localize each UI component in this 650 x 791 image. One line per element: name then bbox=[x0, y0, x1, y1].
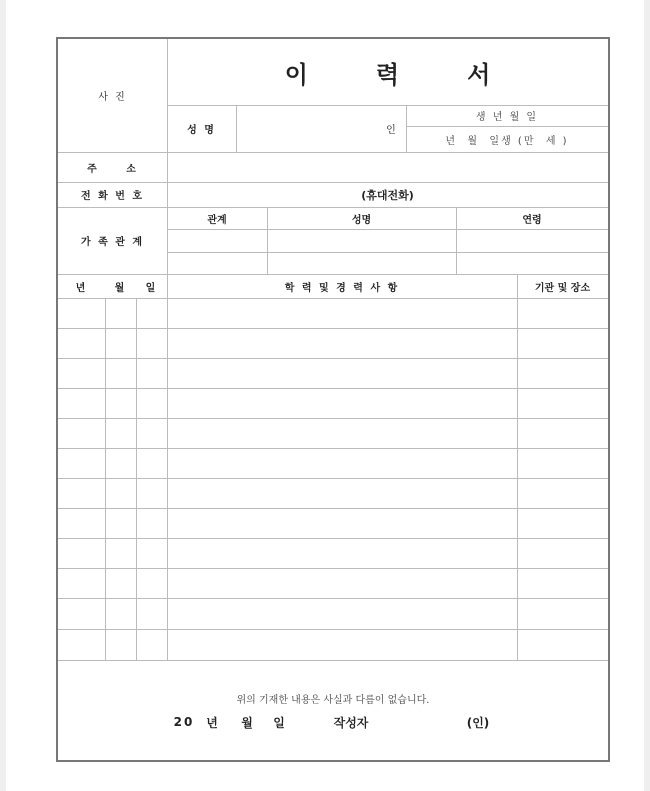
history-detail-input[interactable] bbox=[167, 538, 517, 568]
history-day-input[interactable] bbox=[136, 328, 167, 358]
history-place-input[interactable] bbox=[517, 508, 608, 538]
history-day-input[interactable] bbox=[136, 598, 167, 629]
history-place-input[interactable] bbox=[517, 568, 608, 598]
history-detail-input[interactable] bbox=[167, 598, 517, 629]
title-char: 이 bbox=[284, 60, 308, 89]
history-year-input[interactable] bbox=[58, 418, 105, 448]
history-detail-input[interactable] bbox=[167, 298, 517, 328]
family-header-relation: 관계 bbox=[207, 214, 227, 226]
divider bbox=[406, 126, 608, 127]
history-month-input[interactable] bbox=[105, 418, 136, 448]
birth-input[interactable]: 년 월 일생 (만 세 ) bbox=[445, 135, 569, 147]
sign-year: 20 bbox=[173, 715, 195, 729]
history-year-input[interactable] bbox=[58, 298, 105, 328]
family-relation-input[interactable] bbox=[167, 229, 267, 251]
history-day-input[interactable] bbox=[136, 568, 167, 598]
sign-day-unit: 일 bbox=[273, 715, 287, 730]
divider bbox=[58, 182, 608, 183]
name-label: 성 명 bbox=[187, 125, 216, 136]
history-detail-input[interactable] bbox=[167, 508, 517, 538]
history-detail-input[interactable] bbox=[167, 478, 517, 508]
seal-label: 인 bbox=[386, 125, 398, 136]
family-relation-input[interactable] bbox=[167, 252, 267, 274]
history-day-input[interactable] bbox=[136, 358, 167, 388]
history-year-input[interactable] bbox=[58, 629, 105, 660]
birth-label: 생 년 월 일 bbox=[475, 112, 539, 123]
history-detail-input[interactable] bbox=[167, 448, 517, 478]
history-place-input[interactable] bbox=[517, 538, 608, 568]
page-title bbox=[167, 39, 608, 105]
history-detail-input[interactable] bbox=[167, 629, 517, 660]
history-header-place: 기관 및 장소 bbox=[534, 282, 591, 294]
title-char: 력 bbox=[375, 60, 400, 89]
history-detail-input[interactable] bbox=[167, 568, 517, 598]
history-year-input[interactable] bbox=[58, 448, 105, 478]
history-month-input[interactable] bbox=[105, 508, 136, 538]
history-header-day: 일 bbox=[145, 282, 158, 294]
family-name-input[interactable] bbox=[267, 229, 456, 251]
history-year-input[interactable] bbox=[58, 328, 105, 358]
sign-seal: (인) bbox=[466, 715, 490, 730]
history-detail-input[interactable] bbox=[167, 328, 517, 358]
history-place-input[interactable] bbox=[517, 388, 608, 418]
phone-input[interactable]: (휴대전화) bbox=[361, 188, 414, 202]
family-name-input[interactable] bbox=[267, 252, 456, 274]
history-day-input[interactable] bbox=[136, 388, 167, 418]
history-year-input[interactable] bbox=[58, 388, 105, 418]
history-month-input[interactable] bbox=[105, 358, 136, 388]
divider bbox=[58, 152, 608, 153]
sign-month-unit: 월 bbox=[241, 715, 255, 730]
history-month-input[interactable] bbox=[105, 328, 136, 358]
resume-form bbox=[56, 37, 610, 762]
history-month-input[interactable] bbox=[105, 538, 136, 568]
family-age-input[interactable] bbox=[456, 229, 608, 251]
divider bbox=[167, 105, 608, 106]
family-age-input[interactable] bbox=[456, 252, 608, 274]
family-header-name: 성명 bbox=[351, 214, 372, 226]
history-header-month: 월 bbox=[114, 282, 127, 294]
history-header-main: 학 력 및 경 력 사 항 bbox=[284, 282, 400, 294]
history-place-input[interactable] bbox=[517, 358, 608, 388]
phone-label: 전 화 번 호 bbox=[80, 191, 145, 202]
history-month-input[interactable] bbox=[105, 388, 136, 418]
declaration-text: 위의 기재한 내용은 사실과 다름이 없습니다. bbox=[236, 694, 430, 706]
address-input[interactable] bbox=[167, 152, 608, 182]
history-year-input[interactable] bbox=[58, 598, 105, 629]
history-detail-input[interactable] bbox=[167, 358, 517, 388]
history-place-input[interactable] bbox=[517, 598, 608, 629]
divider bbox=[236, 105, 237, 152]
history-year-input[interactable] bbox=[58, 538, 105, 568]
history-month-input[interactable] bbox=[105, 448, 136, 478]
family-label: 가 족 관 계 bbox=[80, 237, 145, 248]
history-year-input[interactable] bbox=[58, 478, 105, 508]
history-day-input[interactable] bbox=[136, 298, 167, 328]
history-month-input[interactable] bbox=[105, 298, 136, 328]
photo-cell[interactable] bbox=[58, 39, 167, 152]
history-year-input[interactable] bbox=[58, 568, 105, 598]
history-place-input[interactable] bbox=[517, 418, 608, 448]
history-month-input[interactable] bbox=[105, 478, 136, 508]
photo-label: 사 진 bbox=[98, 92, 127, 103]
history-place-input[interactable] bbox=[517, 448, 608, 478]
history-detail-input[interactable] bbox=[167, 418, 517, 448]
family-header-age: 연령 bbox=[522, 214, 542, 226]
sign-year-unit: 년 bbox=[206, 715, 220, 730]
history-header-year: 년 bbox=[75, 282, 88, 294]
history-day-input[interactable] bbox=[136, 478, 167, 508]
title-char: 서 bbox=[467, 60, 491, 89]
divider bbox=[58, 660, 608, 661]
history-year-input[interactable] bbox=[58, 508, 105, 538]
divider bbox=[58, 207, 608, 208]
address-label: 주 소 bbox=[87, 163, 138, 175]
history-month-input[interactable] bbox=[105, 629, 136, 660]
divider bbox=[58, 274, 608, 275]
history-day-input[interactable] bbox=[136, 448, 167, 478]
sign-writer-label: 작성자 bbox=[333, 715, 369, 730]
history-day-input[interactable] bbox=[136, 418, 167, 448]
history-detail-input[interactable] bbox=[167, 388, 517, 418]
history-place-input[interactable] bbox=[517, 328, 608, 358]
document-page bbox=[6, 0, 644, 791]
history-place-input[interactable] bbox=[517, 478, 608, 508]
history-day-input[interactable] bbox=[136, 508, 167, 538]
history-year-input[interactable] bbox=[58, 358, 105, 388]
history-place-input[interactable] bbox=[517, 629, 608, 660]
history-month-input[interactable] bbox=[105, 598, 136, 629]
history-month-input[interactable] bbox=[105, 568, 136, 598]
history-day-input[interactable] bbox=[136, 538, 167, 568]
history-place-input[interactable] bbox=[517, 298, 608, 328]
divider bbox=[406, 105, 407, 152]
history-day-input[interactable] bbox=[136, 629, 167, 660]
